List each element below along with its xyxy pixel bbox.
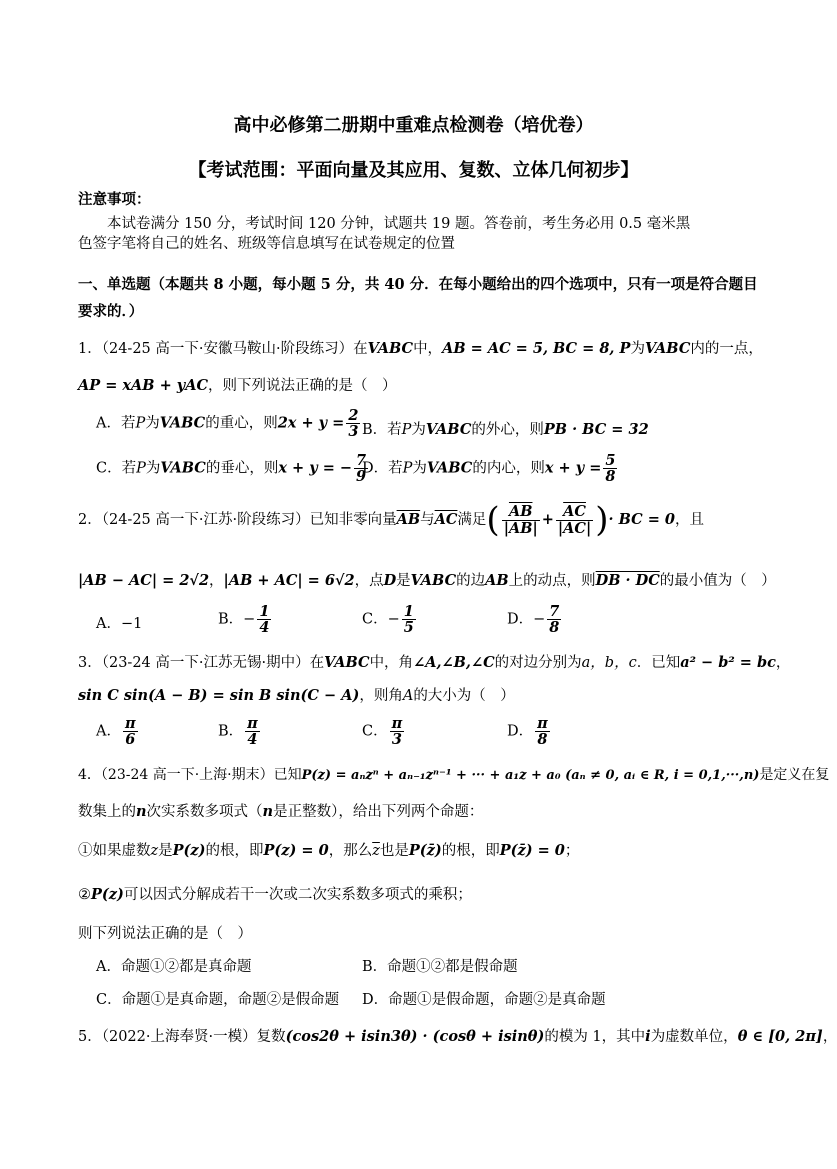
q3-a-frac bbox=[123, 716, 138, 747]
q1-d-p: P bbox=[402, 460, 413, 477]
q4-option-b: B．命题①②都是假命题 bbox=[362, 959, 518, 975]
q2-frac-1 bbox=[502, 504, 540, 535]
q2-b-frac bbox=[257, 604, 271, 635]
q2-fd1: |AB| bbox=[503, 519, 538, 537]
section-1-heading-cont: 要求的．） bbox=[78, 303, 144, 320]
q1-option-c bbox=[96, 453, 370, 484]
q1-a-num: 2 bbox=[348, 407, 359, 424]
q5-range: θ ∈ [0, 2π] bbox=[737, 1028, 823, 1045]
q4-p1-zbar: $\overline{z}$ bbox=[372, 843, 380, 859]
q4-source: 4．（23-24 高一下·上海·期末）已知 bbox=[78, 767, 302, 783]
q4-p1-eq: P(z) = 0 bbox=[263, 842, 329, 859]
q4-option-d: D．命题①是假命题，命题②是真命题 bbox=[362, 992, 606, 1008]
q4-p1-text-2: 是 bbox=[158, 843, 173, 859]
q1-c-text-2: 的垂心，则 bbox=[205, 460, 279, 477]
q4-p1-text-7: ； bbox=[564, 843, 580, 859]
q4-p2-text: 可以因式分解成若干一次或二次实系数多项式的乘积； bbox=[123, 887, 472, 903]
q1-a-text-2: 的重心，则 bbox=[205, 415, 278, 432]
q2-v2: $\overline{AC}$ bbox=[434, 511, 458, 528]
q1-triangle-2: VABC bbox=[644, 340, 691, 357]
q3-d-den: 8 bbox=[537, 731, 548, 749]
q2-ask: 的最小值为（ ） bbox=[659, 573, 776, 589]
q2-c-label: C．− bbox=[362, 611, 400, 628]
q2-dot-product: DB · DC bbox=[595, 572, 660, 589]
q4-p2-pz: P(z) bbox=[91, 886, 124, 903]
q2-d-den: 8 bbox=[549, 619, 560, 637]
q4-poly: P(z) = aₙzⁿ + aₙ₋₁zⁿ⁻¹ + ··· + a₁z + a₀ (aₙ ≠ 0, aᵢ ∈ R, i = 0,1,···,n) bbox=[301, 768, 760, 783]
q5-source: 5．（2022·上海奉贤·一模）复数 bbox=[78, 1029, 286, 1045]
q2-text-3: 的边 bbox=[456, 573, 486, 589]
q2-option-c bbox=[362, 604, 418, 635]
q2-and: 与 bbox=[420, 512, 435, 528]
q2-b-num: 1 bbox=[259, 603, 270, 620]
q4-p1-text-3: 的根，即 bbox=[205, 843, 264, 859]
q1-b-label: B．若 bbox=[362, 422, 402, 438]
q1-a-eq: 2x + y = bbox=[277, 414, 345, 432]
q3-b-den: 4 bbox=[247, 731, 258, 749]
q3-option-a bbox=[96, 716, 140, 747]
q1-c-num: 7 bbox=[356, 452, 367, 469]
q1-a-tri: VABC bbox=[159, 414, 206, 432]
q4-p1-text-4: ，那么 bbox=[328, 843, 373, 859]
q4-p1-eq-2: P(z̄) = 0 bbox=[499, 842, 565, 859]
q3-b-frac bbox=[245, 716, 260, 747]
q3-text-2: 的对边分别为 bbox=[494, 655, 582, 671]
q5-i: i bbox=[645, 1028, 651, 1045]
q2-fn1: $\overline{AB}$ bbox=[502, 504, 540, 520]
q2-frac-2 bbox=[556, 504, 593, 535]
q3-sep: ， bbox=[775, 655, 791, 671]
q1-c-text: 为 bbox=[145, 460, 161, 477]
q3-d-frac bbox=[535, 716, 550, 747]
q2-c-frac bbox=[402, 604, 416, 635]
q2-d-label: D．− bbox=[507, 611, 546, 628]
q2-d-frac bbox=[547, 604, 561, 635]
section-1-heading: 一、单选题（本题共 8 小题，每小题 5 分，共 40 分．在每小题给出的四个选项中，只有一项是符合题目 bbox=[78, 276, 758, 293]
q2-stem-line-2 bbox=[78, 569, 776, 590]
q1-b-p: P bbox=[401, 422, 412, 438]
q1-a-frac bbox=[346, 408, 360, 439]
q3-source: 3．（23-24 高一下·江苏无锡·期中）在 bbox=[78, 655, 325, 671]
q4-p1-text-6: 的根，即 bbox=[441, 843, 500, 859]
q1-source: 1．（24-25 高一下·安徽马鞍山·阶段练习）在 bbox=[78, 341, 368, 357]
q3-ask: 的大小为（ ） bbox=[413, 688, 515, 704]
q2-comma: ，且 bbox=[675, 512, 705, 528]
q1-c-p: P bbox=[136, 460, 146, 477]
q2-source: 2．（24-25 高一下·江苏·阶段练习）已知非零向量 bbox=[78, 512, 397, 528]
notice-line-1: 本试卷满分 150 分，考试时间 120 分钟，试题共 19 题。答卷前，考生务必用 0.5 毫米黑 bbox=[107, 216, 691, 232]
q3-text-1: 中，角 bbox=[369, 655, 414, 671]
q3-text-4: ，则角 bbox=[359, 688, 403, 704]
q4-text-1: 是定义在复 bbox=[759, 767, 830, 783]
q4-p1-z: z bbox=[150, 843, 159, 859]
notice-heading: 注意事项： bbox=[78, 191, 151, 208]
q3-angle-a: A bbox=[402, 688, 414, 704]
q2-point-d: D bbox=[383, 572, 397, 589]
q4-p1-text-1: 如果虚数 bbox=[92, 843, 151, 859]
q1-d-num: 5 bbox=[605, 452, 616, 469]
q2-c-den: 5 bbox=[403, 619, 414, 637]
q4-proposition-1 bbox=[78, 839, 579, 860]
q4-circle-2: ② bbox=[78, 887, 91, 903]
q4-circle-1: ① bbox=[78, 843, 93, 859]
q5-stem-line-1 bbox=[78, 1025, 837, 1046]
q1-a-den: 3 bbox=[348, 423, 359, 441]
q4-proposition-2 bbox=[78, 883, 472, 904]
q2-option-a: A．−1 bbox=[96, 616, 143, 632]
q1-condition: AB = AC = 5, BC = 8, P bbox=[442, 340, 631, 357]
q2-plus: + bbox=[541, 511, 554, 528]
q1-d-den: 8 bbox=[605, 468, 616, 486]
q3-c-num: π bbox=[391, 715, 403, 732]
q4-ask: 则下列说法正确的是（ ） bbox=[78, 926, 252, 942]
q1-a-label: A．若 bbox=[96, 415, 136, 432]
q1-c-tri: VABC bbox=[160, 459, 206, 477]
q4-n-2: n bbox=[262, 803, 274, 820]
q1-d-frac bbox=[603, 453, 617, 484]
q4-p1-pzbar: P(z̄) bbox=[408, 842, 442, 859]
q4-stem-line-1 bbox=[78, 764, 829, 784]
q5-text-2: 为虚数单位， bbox=[650, 1029, 738, 1045]
q1-text-2: 为 bbox=[630, 341, 645, 357]
q2-cond-2: |AB + AC| = 6√2 bbox=[223, 572, 355, 589]
q2-b-den: 4 bbox=[259, 619, 270, 637]
q3-a-label: A． bbox=[96, 723, 121, 740]
q2-sep-1: ， bbox=[209, 573, 224, 589]
q2-cond-1: |AB − AC| = 2√2 bbox=[78, 572, 210, 589]
q3-angles: ∠A,∠B,∠C bbox=[413, 654, 495, 671]
q1-b-text-2: 的外心，则 bbox=[471, 422, 544, 438]
q3-c-den: 3 bbox=[391, 731, 402, 749]
q5-text-1: 的模为 1，其中 bbox=[544, 1029, 646, 1045]
q2-b-label: B．− bbox=[218, 611, 256, 628]
exam-scope: 【考试范围：平面向量及其应用、复数、立体几何初步】 bbox=[188, 160, 639, 181]
q3-eq-2: sin C sin(A − B) = sin B sin(C − A) bbox=[78, 687, 360, 704]
q4-stem-line-2 bbox=[78, 800, 483, 821]
q3-eq-1: a² − b² = bc bbox=[680, 654, 776, 671]
q1-option-a bbox=[96, 408, 362, 439]
q2-text-4: 上的动点，则 bbox=[508, 573, 596, 589]
q1-ask: ，则下列说法正确的是（ ） bbox=[208, 378, 397, 394]
q1-stem-line-1 bbox=[78, 337, 763, 358]
q1-text: 中， bbox=[413, 341, 443, 357]
q5-expr: (cos2θ + isin3θ) · (cosθ + isinθ) bbox=[285, 1028, 545, 1045]
q1-a-text: 为 bbox=[145, 415, 160, 432]
q4-text-3: 次实系数多项式（ bbox=[146, 804, 263, 820]
q3-b-label: B． bbox=[218, 723, 244, 740]
q1-a-p: P bbox=[135, 415, 146, 432]
q1-d-tri: VABC bbox=[426, 459, 473, 477]
q4-option-a: A．命题①②都是真命题 bbox=[96, 959, 252, 975]
q3-option-d bbox=[507, 716, 552, 747]
q3-c-label: C． bbox=[362, 723, 388, 740]
q3-a-num: π bbox=[124, 715, 136, 732]
q4-p1-pz: P(z) bbox=[172, 842, 206, 859]
q2-v1: $\overline{AB}$ bbox=[396, 511, 421, 528]
q1-d-label: D．若 bbox=[362, 460, 403, 477]
q2-option-b bbox=[218, 604, 273, 635]
q3-option-c bbox=[362, 716, 406, 747]
q1-triangle: VABC bbox=[367, 340, 414, 357]
q2-tri: VABC bbox=[410, 572, 457, 589]
q4-option-c: C．命题①是真命题，命题②是假命题 bbox=[96, 992, 340, 1008]
q3-option-b bbox=[218, 716, 262, 747]
q3-a-den: 6 bbox=[125, 731, 136, 749]
q1-d-text: 为 bbox=[412, 460, 427, 477]
q2-satisfy: 满足 bbox=[457, 512, 487, 528]
q3-tri: VABC bbox=[324, 654, 370, 671]
q1-option-b bbox=[362, 418, 649, 439]
q1-b-eq: PB · BC = 32 bbox=[543, 421, 649, 438]
q3-b-num: π bbox=[247, 715, 258, 732]
page-title: 高中必修第二册期中重难点检测卷（培优卷） bbox=[233, 115, 594, 136]
q1-c-eq: x + y = − bbox=[278, 459, 353, 477]
q5-text-3: ， bbox=[822, 1029, 837, 1045]
q1-b-text: 为 bbox=[411, 422, 426, 438]
q3-d-num: π bbox=[537, 715, 548, 732]
q4-text-2: 数集上的 bbox=[78, 804, 136, 820]
q2-text-1: ，点 bbox=[354, 573, 384, 589]
q2-option-d bbox=[507, 604, 563, 635]
q1-text-3: 内的一点， bbox=[690, 341, 763, 357]
q2-stem-line-1: 2．（24-25 高一下·江苏·阶段练习）已知非零向量$\overline{AB}$与$\overline{AC}$满足( $\frac{\overline{AB}}{|AB|}$ + $\frac{\overline{AC}}{|AC|}$ )· BC = 0，且 bbox=[78, 500, 705, 540]
q2-c-num: 1 bbox=[403, 603, 414, 620]
q3-text-3: ．已知 bbox=[636, 655, 681, 671]
notice-line-2: 色签字笔将自己的姓名、班级等信息填写在试卷规定的位置 bbox=[78, 236, 455, 252]
q3-abc: a，b，c bbox=[581, 655, 637, 671]
q2-dot-bc: · BC = 0 bbox=[608, 511, 676, 528]
q2-side-ab: AB bbox=[485, 572, 509, 589]
q1-c-label: C．若 bbox=[96, 460, 137, 477]
q2-fd2: |AC| bbox=[557, 519, 592, 537]
q3-d-label: D． bbox=[507, 723, 534, 740]
q3-stem-line-1 bbox=[78, 651, 790, 672]
q4-text-4: 是正整数），给出下列两个命题： bbox=[273, 804, 484, 820]
q4-p1-text-5: 也是 bbox=[379, 843, 409, 859]
q1-b-tri: VABC bbox=[425, 421, 472, 438]
q1-d-text-2: 的内心，则 bbox=[472, 460, 545, 477]
q2-fn2: $\overline{AC}$ bbox=[556, 504, 593, 520]
q1-d-eq: x + y = bbox=[544, 459, 602, 477]
q1-stem-line-2 bbox=[78, 374, 397, 395]
q1-c-den: 9 bbox=[356, 468, 367, 486]
q2-d-num: 7 bbox=[549, 603, 560, 620]
q1-option-d bbox=[362, 453, 619, 484]
q1-vector-eq: AP = xAB + yAC bbox=[78, 377, 209, 394]
q3-stem-line-2 bbox=[78, 684, 515, 705]
q3-c-frac bbox=[390, 716, 405, 747]
q4-n: n bbox=[136, 803, 147, 820]
q2-text-2: 是 bbox=[396, 573, 411, 589]
